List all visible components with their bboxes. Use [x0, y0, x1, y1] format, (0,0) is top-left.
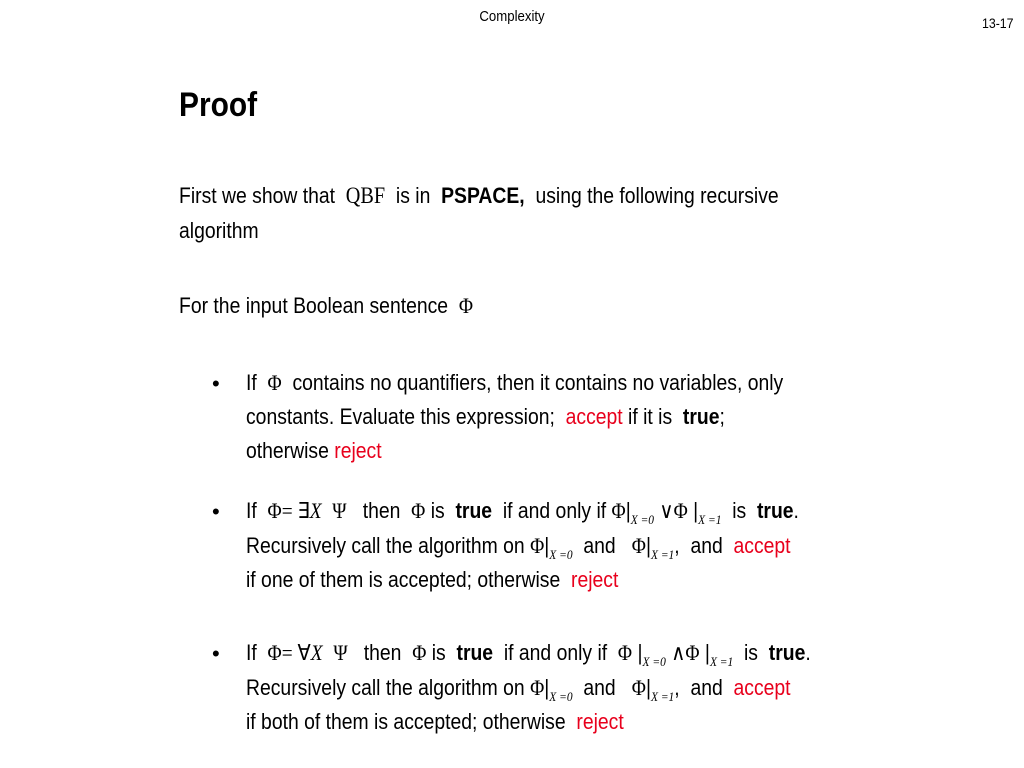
bullet-3-line-2	[246, 671, 791, 705]
and-word: and	[690, 675, 723, 700]
punctuation: ,	[674, 675, 680, 700]
x-variable: X	[310, 640, 323, 665]
input-sentence-line	[179, 289, 473, 323]
true-word: true	[682, 404, 720, 429]
reject-word: reject	[576, 709, 624, 734]
x-equals-0: X =0	[549, 547, 573, 562]
phi-symbol: Φ	[412, 640, 427, 665]
intro-line-2: algorithm	[179, 218, 259, 243]
qbf-symbol: QBF	[345, 183, 386, 208]
intro-text-c: using the following recursive	[535, 183, 779, 208]
punctuation: .	[805, 640, 811, 665]
phi-symbol: Φ	[458, 293, 474, 318]
input-sentence-text: For the input Boolean sentence	[179, 293, 449, 318]
page-number: 13-17	[982, 15, 1014, 31]
phi-symbol: Φ	[267, 640, 282, 665]
x-equals-1: X =1	[698, 512, 722, 527]
accept-word: accept	[733, 675, 791, 700]
then-word: then	[363, 640, 402, 665]
x-equals-0: X =0	[630, 512, 655, 527]
phi-symbol: Φ	[267, 370, 282, 395]
restriction-bar: |	[544, 675, 550, 700]
if-word: If	[246, 370, 257, 395]
or-symbol: ∨	[659, 498, 674, 523]
phi-symbol: Φ	[267, 498, 282, 523]
restriction-bar: |	[704, 640, 710, 665]
bullet-text: if one of them is accepted; otherwise	[246, 567, 561, 592]
restriction-bar: |	[637, 640, 643, 665]
and-word: and	[583, 533, 616, 558]
bullet-2-line-1	[246, 494, 799, 528]
phi-symbol: Φ	[631, 675, 646, 700]
intro-text-b: is in	[395, 183, 431, 208]
bullet-text: Recursively call the algorithm on	[246, 533, 525, 558]
bullet-1-line-1	[246, 366, 783, 400]
phi-symbol: Φ	[685, 640, 700, 665]
psi-symbol: Ψ	[332, 498, 347, 523]
intro-line-1	[179, 179, 779, 213]
accept-word: accept	[733, 533, 791, 558]
bullet-marker-3: •	[212, 641, 220, 666]
is-word: is	[431, 640, 446, 665]
and-word: and	[690, 533, 723, 558]
if-word: If	[246, 498, 257, 523]
is-word: is	[744, 640, 758, 665]
iff-text: if and only if	[502, 498, 607, 523]
x-variable: X	[309, 498, 322, 523]
bullet-marker-2: •	[212, 499, 220, 524]
and-symbol: ∧	[671, 640, 686, 665]
reject-word: reject	[334, 438, 382, 463]
phi-symbol: Φ	[411, 498, 426, 523]
bullet-2-line-3	[246, 563, 618, 597]
x-equals-1: X =1	[709, 654, 734, 669]
bullet-text: constants. Evaluate this expression;	[246, 404, 555, 429]
bullet-3-line-3	[246, 705, 624, 739]
phi-symbol: Φ	[617, 640, 633, 665]
phi-symbol: Φ	[611, 498, 626, 523]
psi-symbol: Ψ	[333, 640, 348, 665]
x-equals-1: X =1	[650, 689, 675, 704]
restriction-bar: |	[645, 533, 651, 558]
bullet-text: contains no quantifiers, then it contains no variables, only	[292, 370, 784, 395]
bullet-2-line-2	[246, 529, 791, 563]
true-word: true	[456, 640, 494, 665]
true-word: true	[756, 498, 794, 523]
restriction-bar: |	[693, 498, 699, 523]
bullet-text: otherwise	[246, 438, 329, 463]
true-word: true	[455, 498, 493, 523]
bullet-text: if it is	[628, 404, 673, 429]
then-word: then	[362, 498, 401, 523]
phi-symbol: Φ	[631, 533, 646, 558]
phi-symbol: Φ	[530, 675, 545, 700]
bullet-1-line-2	[246, 400, 725, 434]
pspace-term: PSPACE,	[441, 183, 525, 208]
bullet-marker-1: •	[212, 371, 220, 396]
slide-title: Proof	[179, 86, 258, 124]
forall-symbol: = ∀	[281, 640, 311, 665]
header-title: Complexity	[479, 8, 545, 25]
if-word: If	[246, 640, 257, 665]
bullet-1-line-3	[246, 434, 382, 468]
iff-text: if and only if	[503, 640, 608, 665]
bullet-text: Recursively call the algorithm on	[246, 675, 525, 700]
and-word: and	[583, 675, 616, 700]
is-word: is	[430, 498, 445, 523]
is-word: is	[732, 498, 747, 523]
restriction-bar: |	[544, 533, 550, 558]
accept-word: accept	[565, 404, 623, 429]
exists-symbol: = ∃	[281, 498, 310, 523]
punctuation: ;	[719, 404, 725, 429]
punctuation: ,	[674, 533, 680, 558]
restriction-bar: |	[625, 498, 631, 523]
reject-word: reject	[571, 567, 619, 592]
intro-text-a: First we show that	[179, 183, 336, 208]
bullet-text: if both of them is accepted; otherwise	[246, 709, 566, 734]
punctuation: .	[793, 498, 799, 523]
bullet-3-line-1	[246, 636, 811, 670]
phi-symbol: Φ	[530, 533, 545, 558]
x-equals-1: X =1	[650, 547, 675, 562]
x-equals-0: X =0	[642, 654, 666, 669]
true-word: true	[768, 640, 806, 665]
restriction-bar: |	[645, 675, 651, 700]
x-equals-0: X =0	[549, 689, 573, 704]
phi-symbol: Φ	[673, 498, 688, 523]
